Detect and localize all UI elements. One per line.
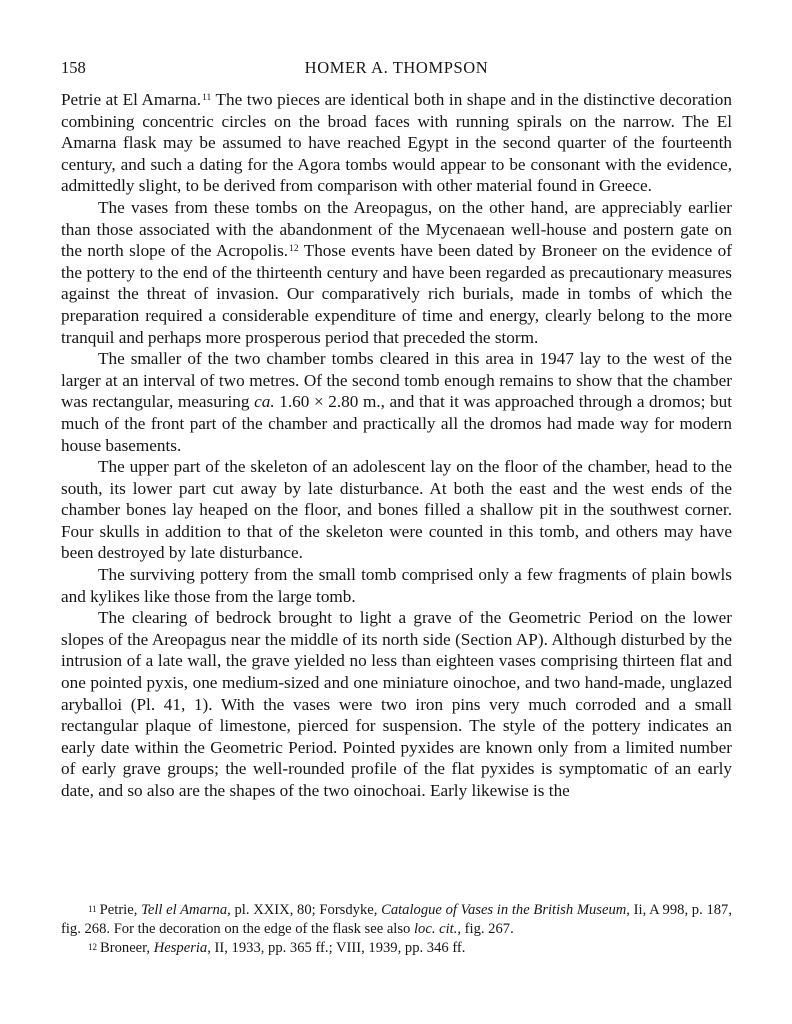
paragraph-6: The clearing of bedrock brought to light a grave of the Geometric Period on the lower slopes of the Areopagus near the middle of its north side (Section AP). Although disturbed by the intrusion of a late wall, the grave yielded no less than eighteen vases comprising thirteen flat and one pointed pyxis, one medium-sized and one miniature oinochoe, and two hand-made, unglazed aryballoi (Pl. 41, 1). With the vases were two iron pins very much corroded and a small rectangular plaque of limestone, pierced for suspension. The style of the pottery indicates an early date within the Geometric Period. Pointed pyxides are known only from a limited number of early grave groups; the well-rounded profile of the flat pyxides is symptomatic of an early date, and so also are the shapes of the two oinochoai. Early likewise is the	[61, 608, 732, 800]
page-number: 158	[61, 58, 86, 77]
footnote-12-text-a: Broneer,	[100, 940, 154, 956]
footnote-11-text-d: , fig. 267.	[457, 921, 514, 937]
paragraph-3-italic: ca.	[254, 392, 275, 412]
paragraph-2	[61, 197, 732, 348]
paragraph-3-text-a: The smaller of the two chamber tombs cleared in this area in 1947 lay to the west of the larger at an interval of two metres. Of the second tomb enough remains to show that the chamber was rectangular, measuring	[61, 349, 732, 412]
footnote-12-number: 12	[88, 942, 97, 952]
footnote-ref-12[interactable]: 12	[289, 244, 299, 255]
paragraph-2-text-b: Those events have been dated by Broneer on the evidence of the pottery to the end of the thirteenth century and have been regarded as precautionary measures against the threat of invasion. Our comparatively rich burials, made in tombs of which the preparation required a considerable expenditure of time and energy, clearly belong to the more tranquil and perhaps more prosperous period that preceded the storm.	[61, 241, 732, 347]
page-header	[61, 58, 732, 80]
footnotes	[61, 901, 732, 958]
footnote-11-italic-c: loc. cit.	[414, 921, 458, 937]
footnote-11-text-b: , pl. XXIX, 80; Forsdyke,	[227, 902, 382, 918]
paragraph-3-text-b: 1.60 × 2.80 m., and that it was approached through a dromos; but much of the front part of the chamber and practically all the dromos had made way for modern house basements.	[61, 392, 732, 455]
footnote-12-title-a: Hesperia	[153, 940, 208, 956]
body-text	[61, 89, 732, 802]
footnote-12	[61, 939, 732, 958]
paragraph-5: The surviving pottery from the small tomb comprised only a few fragments of plain bowls and kylikes like those from the large tomb.	[61, 565, 732, 606]
footnote-11	[61, 901, 732, 939]
footnote-11-number: 11	[88, 904, 97, 914]
paragraph-1-text-a: Petrie at El Amarna.	[61, 90, 202, 109]
footnote-11-title-a: Tell el Amarna	[141, 902, 228, 918]
footnote-11-title-b: Catalogue of Vases in the British Museum	[381, 902, 627, 918]
running-head: HOMER A. THOMPSON	[304, 58, 489, 77]
paragraph-2-text-a: The vases from these tombs on the Areopagus, on the other hand, are appreciably earlier than those associated with the abandonment of the Mycenaean well-house and postern gate on the north slope of the Acropolis.	[61, 197, 732, 261]
footnote-11-text-c: , Ii, A 998, p. 187, fig. 268. For the decoration on the edge of the flask see also	[61, 902, 733, 937]
footnote-ref-11[interactable]: 11	[202, 93, 212, 103]
paragraph-1	[61, 89, 732, 197]
paragraph-1-text-b: The two pieces are identical both in shape and in the distinctive decoration combining concentric circles on the broad faces with running spirals on the narrow. The El Amarna flask may be assumed to have reached Egypt in the second quarter of the fourteenth century, and such a dating for the Agora tombs would appear to be consonant with the evidence, admittedly slight, to be derived from comparison with other material found in Greece.	[61, 90, 732, 196]
footnote-11-text-a: Petrie,	[99, 902, 142, 918]
paragraph-3	[61, 348, 732, 456]
footnote-12-text-b: , II, 1933, pp. 365 ff.; VIII, 1939, pp. 346 ff.	[207, 940, 466, 956]
paragraph-4: The upper part of the skeleton of an adolescent lay on the floor of the chamber, head to the south, its lower part cut away by late disturbance. At both the east and the west ends of the chamber bones lay heaped on the floor, and bones filled a shallow pit in the southwest corner. Four skulls in addition to that of the skeleton were counted in this tomb, and others may have been destroyed by late disturbance.	[61, 457, 732, 563]
